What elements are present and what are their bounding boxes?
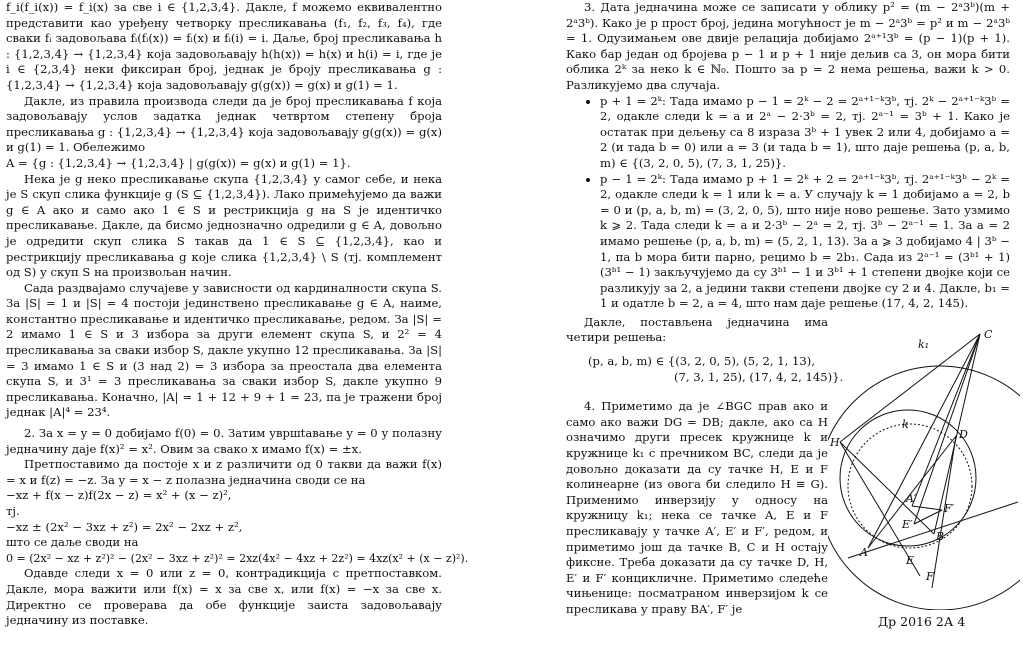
equation: −xz + f(x − z)f(2x − z) = x² + (x − z)², xyxy=(6,488,232,503)
paragraph: f_i(f_i(x)) = f_i(x) за све i ∈ {1,2,3,4}. Дакле, f можемо еквивалентно представити као уређену четворку пресликавања (f₁, f₂, f₃, f₄), где сваки fᵢ задовољава fᵢ(fᵢ(x)) = fᵢ(x) и fᵢ(i) = i. Даље, број пресликавања h : {1,2,3,4} → {1,2,3,4} која задовољавају h(h(x)) = h(x) и h(i) = i, где је i ∈ {2,3,4} неки фиксиран број, једнак је броју пресликавања g : {1,2,3,4} → {1,2,3,4} која задовољавају g(g(x)) = g(x) и g(1) = 1. xyxy=(6,0,442,92)
label-C: C xyxy=(984,328,993,341)
segment-a1f1 xyxy=(912,506,942,510)
label-B: B xyxy=(936,530,945,543)
paragraph: Дакле, постављена једначина има четири решења: xyxy=(566,314,828,345)
solutions-line-1: (p, a, b, m) ∈ {(3, 2, 0, 5), (5, 2, 1, 13), xyxy=(588,354,815,369)
label-A: A xyxy=(860,546,868,559)
paragraph: што се даље своди на xyxy=(6,535,139,550)
equation: A = {g : {1,2,3,4} → {1,2,3,4} | g(g(x)) = g(x) и g(1) = 1}. xyxy=(6,155,351,170)
circle-k1 xyxy=(828,366,1020,610)
equation: 0 = (2x² − xz + z²)² − (2x² − 3xz + z²)² = 2xz(4x² − 4xz + 2z²) = 4xz(x² + (x − z)²). xyxy=(6,551,469,565)
case-item: • p − 1 = 2ᵏ: Тада имамо p + 1 = 2ᵏ + 2 = 2ᵃ⁺¹⁻ᵏ3ᵇ, тј. 2ᵃ⁺¹⁻ᵏ3ᵇ − 2ᵏ = 2, одакле следи k = 1 или k = a. У случају k = 1 добијамо a = 2, b = 0 и (p, a, b, m) = (3, 2, 0, 5), што није ново решење. Зато узмимо k ⩾ 2. Тада следи k = a и 2·3ᵇ − 2ᵃ = 2, тј. 3ᵇ − 2ᵃ⁻¹ = 1. За a = 2 имамо решење (p, a, b, m) = (5, 2, 1, 13). За a ⩾ 3 добијамо 4 | 3ᵇ − 1, па b мора бити парно, рецимо b = 2b₁. Сада из 2ᵃ⁻¹ = (3ᵇ¹ + 1)(3ᵇ¹ − 1) закључујемо да су 3ᵇ¹ − 1 и 3ᵇ¹ + 1 степени двојке који се разликују за 2, а једини такви степени двојке су 2 и 4. Дакле, b₁ = 1 и одатле b = 2, a = 4, што нам даје решење (17, 4, 2, 145). xyxy=(600,172,1010,312)
problem-3-start: 3. Дата једначина може се записати у облику p² = (m − 2ᵃ3ᵇ)(m + 2ᵃ3ᵇ). Како је p прост број, једина могућност је m − 2ᵃ3ᵇ = p² и m − 2ᵃ3ᵇ = 1. Одузимањем ове двије релација добијамо 2ᵃ⁺¹3ᵇ = (p − 1)(p + 1). Како бар један од бројева p − 1 и p + 1 није дељив са 3, он мора бити облика 2ᵏ за неко k ∈ ℕ₀. Пошто за p = 2 нема решења, важи k > 0. Разликујемо два случаја. xyxy=(566,0,1010,92)
paragraph: Претпоставимо да постоје x и z различити од 0 такви да важи f(x) = x и f(z) = −z. За y = x − z полазна једначина своди се на xyxy=(6,457,442,487)
label-F: F xyxy=(926,570,934,583)
text-tj: тј. xyxy=(6,504,20,518)
label-E: E xyxy=(906,554,915,567)
line-ab xyxy=(848,502,1018,558)
case-item: • p + 1 = 2ᵏ: Тада имамо p − 1 = 2ᵏ − 2 = 2ᵃ⁺¹⁻ᵏ3ᵇ, тј. 2ᵏ − 2ᵃ⁺¹⁻ᵏ3ᵇ = 2, одакле следи k = a и 2ᵃ − 2·3ᵇ = 2, тј. 2ᵃ⁻¹ = 3ᵇ + 1. Како је остатак при дељењу са 8 израза 3ᵇ + 1 увек 2 или 4, добијамо a = 2 (и тада b = 0) или a = 3 (и тада b = 1), што даје решења (p, a, b, m) ∈ {(3, 2, 0, 5), (7, 3, 1, 25)}. xyxy=(600,94,1010,172)
problem-4-start: 4. Приметимо да је ∠BGC прав ако и само ако важи DG = DB; дакле, ако са H означимо други пресек кружнице k и кружнице k₁ с пречником BC, следи да је довољно доказати да су тачке H, E и F колинеарне (из овога би следило H ≡ G). Применимо инверзију у односу на кружницу k₁; нека се тачке A, E и F пресликавају у тачке A′, E′ и F′, редом, и приметимо још да тачке B, C и H остају фиксне. Треба доказати да су тачке D, H, E′ и F′ концикличне. Приметимо следеће чињенице: посматраном инверзијом k се пресликава у праву BA′, F′ је xyxy=(566,399,828,616)
paragraph: Сада раздвајамо случајеве у зависности од кардиналности скупа S. За |S| = 1 и |S| = 4 постоји јединствено пресликавање g ∈ A, наиме, константно пресликавање и идентичко пресликавање, редом. За |S| = 2 имамо 1 ∈ S и 3 избора за други елемент скупа S, и 2² = 4 пресликавања за сваки избор S, дакле укупно 12 пресликавања. За |S| = 3 имамо 1 ∈ S и (3 над 2) = 3 избора за преостала два елемента скупа S, и 3¹ = 3 пресликавања за сваки избор S, дакле укупно 9 пресликавања. Коначно, |A| = 1 + 12 + 9 + 1 = 23, па је тражени број једнак |A|⁴ = 23⁴. xyxy=(6,280,442,420)
case-list xyxy=(566,94,1010,312)
label-D: D xyxy=(959,428,968,441)
label-H: H xyxy=(830,436,840,449)
paragraph: Одавде следи x = 0 или z = 0, контрадикција с претпоставком. Дакле, мора важити или f(x) = x за све x, или f(x) = −x за све x. Директно се проверава да обе функције заиста задовољавају једначину из поставке. xyxy=(6,566,442,628)
equation: −xz ± (2x² − 3xz + z²) = 2x² − 2xz + z², xyxy=(6,519,243,534)
problem-2-start: 2. За x = y = 0 добијамо f(0) = 0. Затим увршtавање y = 0 у полазну једначину даје f(x)² = x². Овим за свако x имамо f(x) = ±x. xyxy=(6,426,442,456)
label-E1: E′ xyxy=(902,518,913,531)
solutions-line-2: (7, 3, 1, 25), (17, 4, 2, 145)}. xyxy=(674,369,844,384)
segment-ca xyxy=(868,334,980,548)
label-A1: A′ xyxy=(906,492,917,505)
geometry-figure xyxy=(828,326,1020,610)
label-k1: k₁ xyxy=(918,338,930,351)
left-column xyxy=(6,0,469,629)
figure-caption: Др 2016 2А 4 xyxy=(878,614,966,629)
label-k: k xyxy=(902,418,909,431)
paragraph: Нека је g неко пресликавање скупа {1,2,3,4} у самог себе, и нека је S скуп слика функције g (S ⊆ {1,2,3,4}). Лако примећујемо да важи g ∈ A ако и само ако 1 ∈ S и рестрикција g на S је идентичко пресликавање. Дакле, да бисмо једнозначно одредили g ∈ A, довољно је одредити скуп слика S такав да 1 ∈ S ⊆ {1,2,3,4}, као и рестрикцију пресликавања g које слика {1,2,3,4} \ S (тј. комплемент од S) у скуп S на произвољан начин. xyxy=(6,171,442,280)
paragraph: Дакле, из правила производа следи да је број пресликавања f која задовољавају услов задатка једнак четвртом степену броја пресликавања g : {1,2,3,4} → {1,2,3,4} која задовољавају g(g(x)) = g(x) и g(1) = 1. Обележимо xyxy=(6,93,442,155)
label-F1: F′ xyxy=(944,502,955,515)
